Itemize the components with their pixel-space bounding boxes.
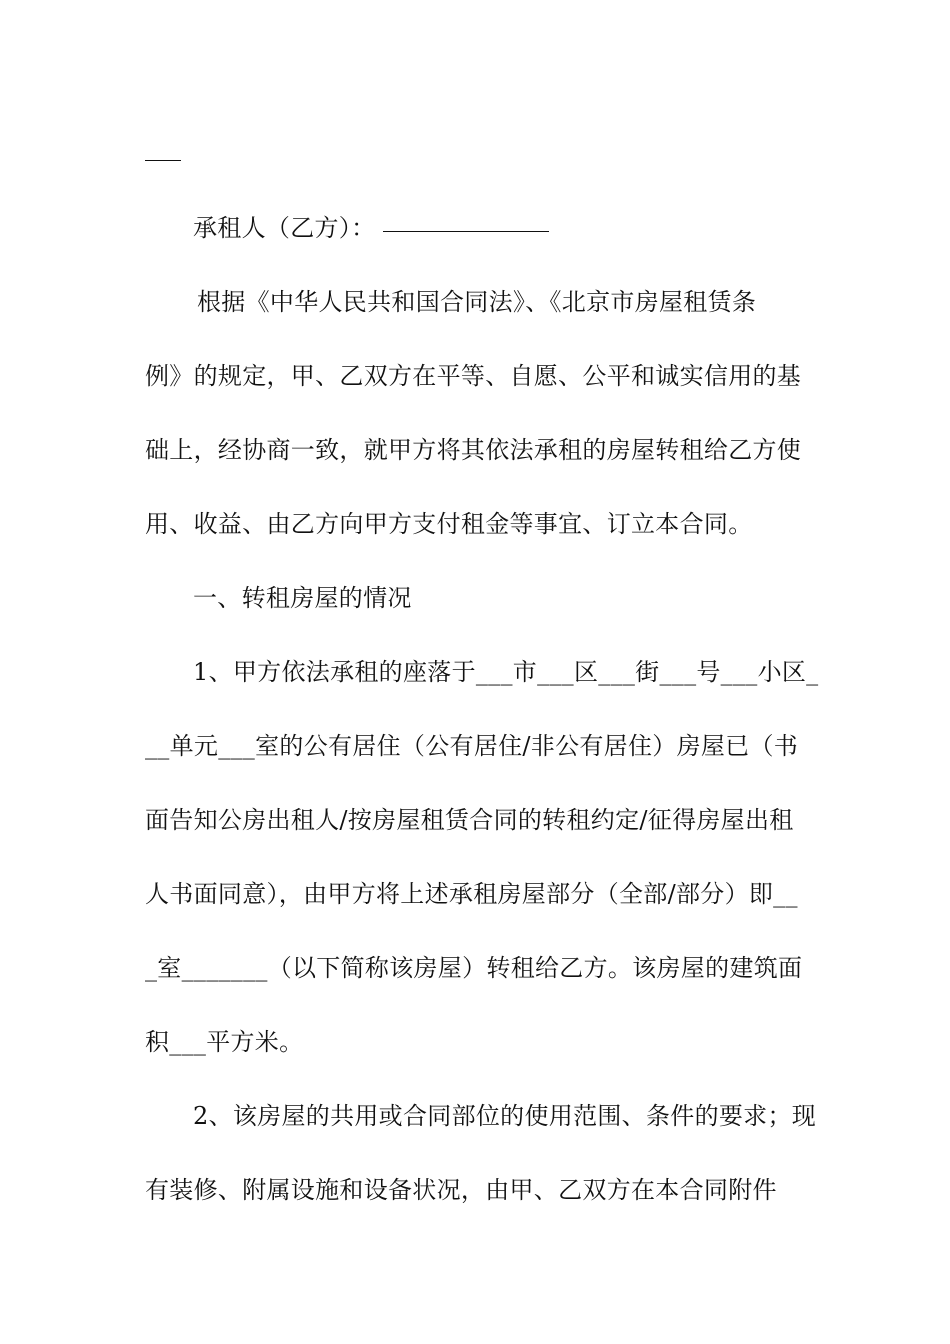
section-heading: 一、转租房屋的情况: [193, 584, 412, 612]
paragraph-line: 面告知公房出租人/按房屋租赁合同的转租约定/征得房屋出租: [145, 806, 794, 834]
paragraph-line: 例》的规定，甲、乙双方在平等、自愿、公平和诚实信用的基: [145, 362, 802, 390]
paragraph-line: 有装修、附属设施和设备状况，由甲、乙双方在本合同附件: [145, 1176, 777, 1204]
paragraph-line: 根据《中华人民共和国合同法》、《北京市房屋租赁条: [197, 288, 757, 316]
paragraph-line: 积___平方米。: [145, 1028, 304, 1056]
lessee-blank-underline: [383, 231, 549, 232]
lessee-label: 承租人（乙方）：: [193, 214, 376, 242]
lessee-line: [193, 212, 805, 244]
paragraph-line: 用、收益、由乙方向甲方支付租金等事宜、订立本合同。: [145, 510, 753, 538]
paragraph-line: __单元___室的公有居住（公有居住/非公有居住）房屋已（书: [145, 732, 799, 760]
paragraph-line: 1、甲方依法承租的座落于___市___区___街___号___小区_: [193, 658, 819, 686]
paragraph-line: 人书面同意），由甲方将上述承租房屋部分（全部/部分）即__: [145, 880, 798, 908]
paragraph-line: 2、该房屋的共用或合同部位的使用范围、条件的要求；现: [193, 1102, 817, 1130]
leading-blank-underline: [145, 160, 181, 161]
paragraph-line: 础上，经协商一致，就甲方将其依法承租的房屋转租给乙方使: [145, 436, 802, 464]
paragraph-line: _室_______（以下简称该房屋）转租给乙方。该房屋的建筑面: [145, 954, 803, 982]
